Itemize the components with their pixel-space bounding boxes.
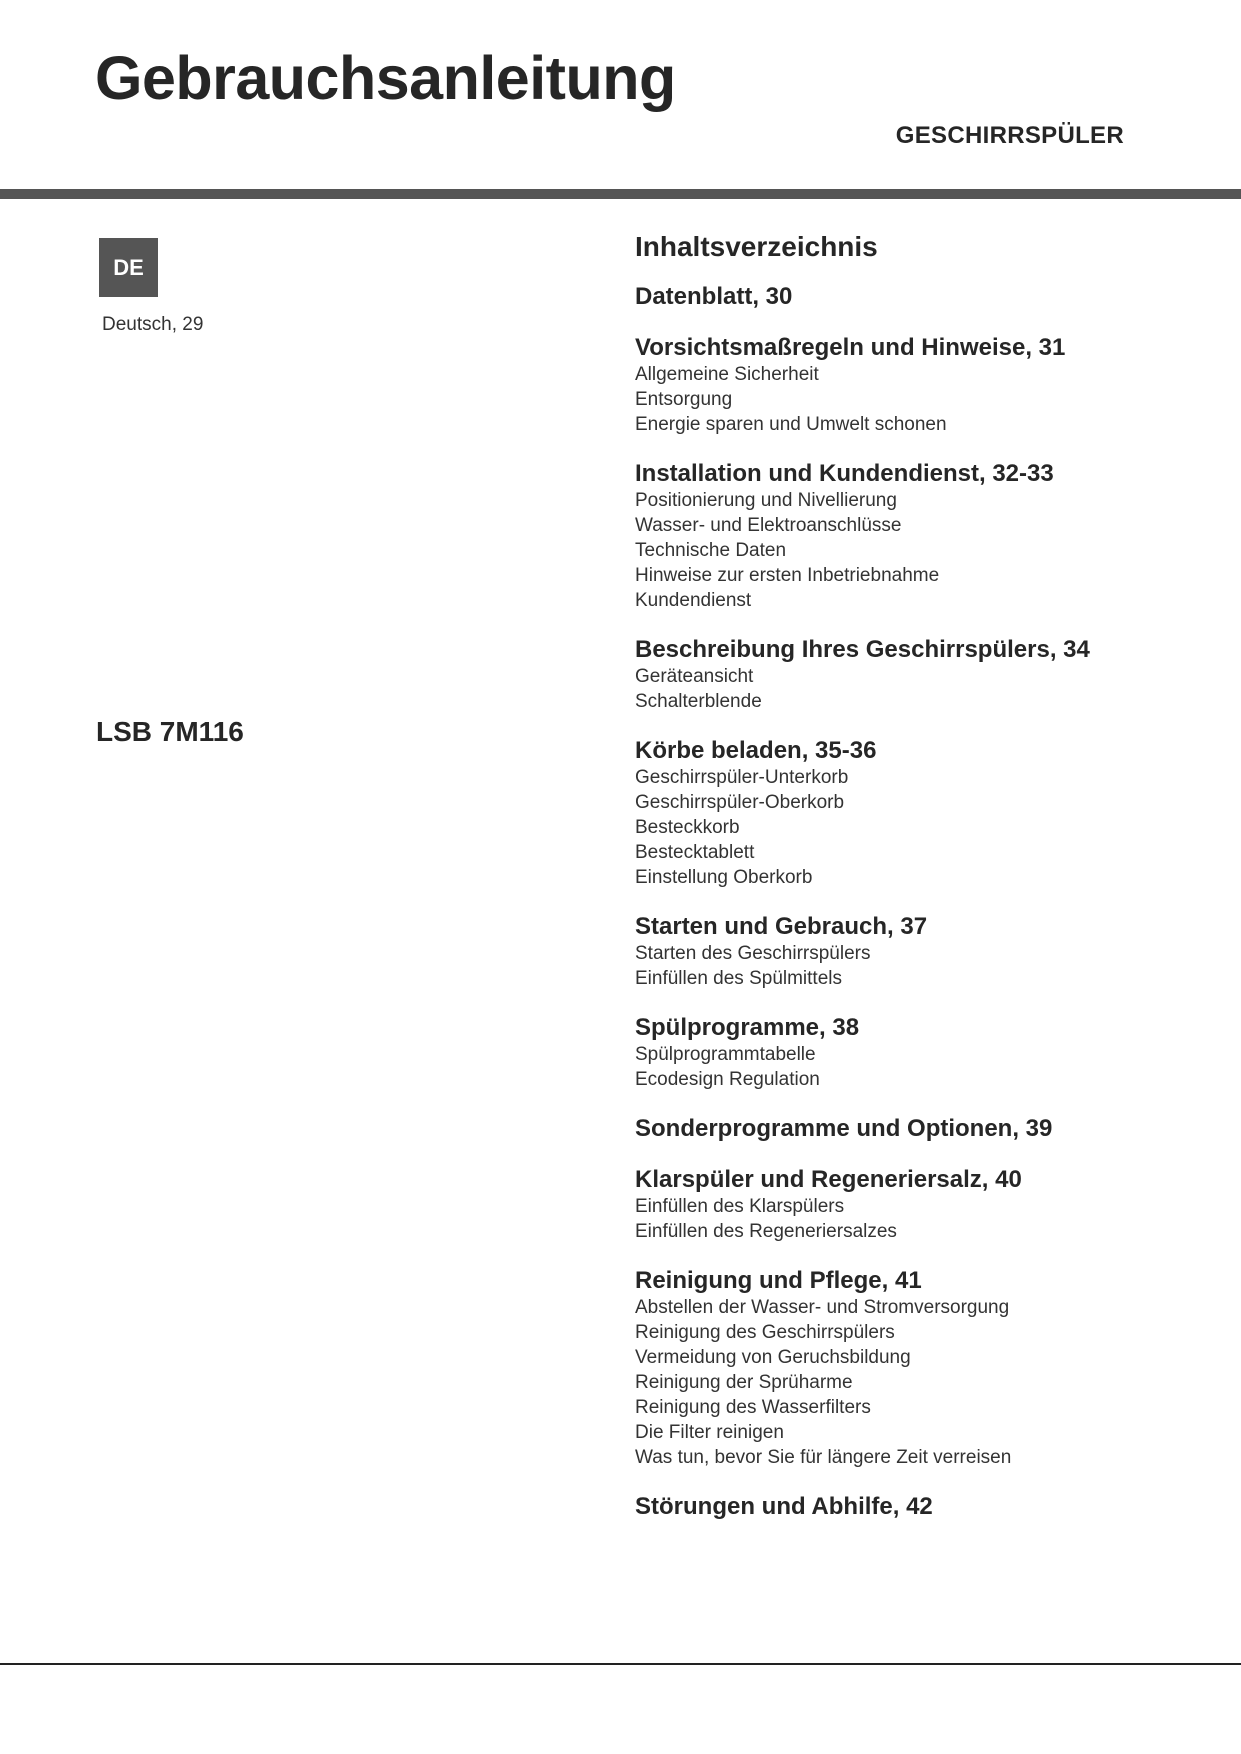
toc-subsection-item: Bestecktablett [635, 841, 755, 863]
toc-subsection-item: Abstellen der Wasser- und Stromversorgung [635, 1296, 1010, 1318]
toc-subsection-item: Die Filter reinigen [635, 1421, 784, 1443]
toc-subsection-item: Vermeidung von Geruchsbildung [635, 1346, 911, 1368]
toc-section [635, 459, 1195, 613]
toc-subsection-item: Was tun, bevor Sie für längere Zeit verreisen [635, 1446, 1012, 1468]
toc-subsection-item: Einstellung Oberkorb [635, 866, 813, 888]
toc-section [635, 333, 1195, 437]
toc-subsection-item: Wasser- und Elektroanschlüsse [635, 514, 902, 536]
toc-section-heading: Reinigung und Pflege, 41 [635, 1266, 922, 1294]
model-number: LSB 7M116 [96, 716, 244, 747]
product-type-label: GESCHIRRSPÜLER [895, 122, 1124, 149]
toc-section [635, 1492, 1195, 1521]
document-title: Gebrauchsanleitung [95, 44, 676, 112]
toc-section-list [635, 282, 1195, 1521]
toc-subsection-item: Allgemeine Sicherheit [635, 363, 819, 385]
toc-section-heading: Störungen und Abhilfe, 42 [635, 1492, 933, 1520]
toc-subsection-item: Hinweise zur ersten Inbetriebnahme [635, 564, 940, 586]
toc-subsection-item: Reinigung der Sprüharme [635, 1371, 853, 1393]
toc-section-heading: Sonderprogramme und Optionen, 39 [635, 1114, 1053, 1142]
toc-section-heading: Starten und Gebrauch, 37 [635, 912, 928, 940]
toc-section [635, 1013, 1195, 1092]
header-divider [0, 189, 1241, 199]
toc-section-heading: Körbe beladen, 35-36 [635, 736, 877, 764]
toc-subsection-item: Geräteansicht [635, 665, 754, 687]
toc-section-heading: Beschreibung Ihres Geschirrspülers, 34 [635, 635, 1090, 663]
toc-subsection-item: Spülprogrammtabelle [635, 1043, 816, 1065]
toc-section [635, 1165, 1195, 1244]
toc-subsection-item: Besteckkorb [635, 816, 740, 838]
toc-section [635, 1266, 1195, 1470]
toc-subsection-item: Geschirrspüler-Oberkorb [635, 791, 845, 813]
toc-subsection-item: Einfüllen des Regeneriersalzes [635, 1220, 897, 1242]
language-page-reference: Deutsch, 29 [102, 314, 204, 335]
toc-subsection-item: Einfüllen des Spülmittels [635, 967, 842, 989]
toc-section-heading: Spülprogramme, 38 [635, 1013, 860, 1041]
toc-subsection-item: Starten des Geschirrspülers [635, 942, 871, 964]
toc-section-heading: Klarspüler und Regeneriersalz, 40 [635, 1165, 1022, 1193]
toc-subsection-item: Technische Daten [635, 539, 787, 561]
toc-section-heading: Installation und Kundendienst, 32-33 [635, 459, 1054, 487]
toc-subsection-item: Reinigung des Wasserfilters [635, 1396, 871, 1418]
toc-section [635, 282, 1195, 311]
toc-subsection-item: Einfüllen des Klarspülers [635, 1195, 845, 1217]
toc-subsection-item: Energie sparen und Umwelt schonen [635, 413, 947, 435]
toc-subsection-item: Reinigung des Geschirrspülers [635, 1321, 895, 1343]
toc-subsection-item: Geschirrspüler-Unterkorb [635, 766, 849, 788]
footer-divider [0, 1663, 1241, 1665]
toc-subsection-item: Positionierung und Nivellierung [635, 489, 897, 511]
toc-section [635, 912, 1195, 991]
toc-subsection-item: Schalterblende [635, 690, 762, 712]
language-badge: DE [99, 238, 158, 297]
toc-subsection-item: Entsorgung [635, 388, 733, 410]
toc-subsection-item: Kundendienst [635, 589, 752, 611]
toc-subsection-item: Ecodesign Regulation [635, 1068, 820, 1090]
toc-section [635, 736, 1195, 890]
toc-section-heading: Datenblatt, 30 [635, 282, 793, 310]
toc-title: Inhaltsverzeichnis [635, 231, 878, 262]
toc-section [635, 635, 1195, 714]
toc-section-heading: Vorsichtsmaßregeln und Hinweise, 31 [635, 333, 1066, 361]
toc-section [635, 1114, 1195, 1143]
table-of-contents [635, 230, 1195, 1543]
